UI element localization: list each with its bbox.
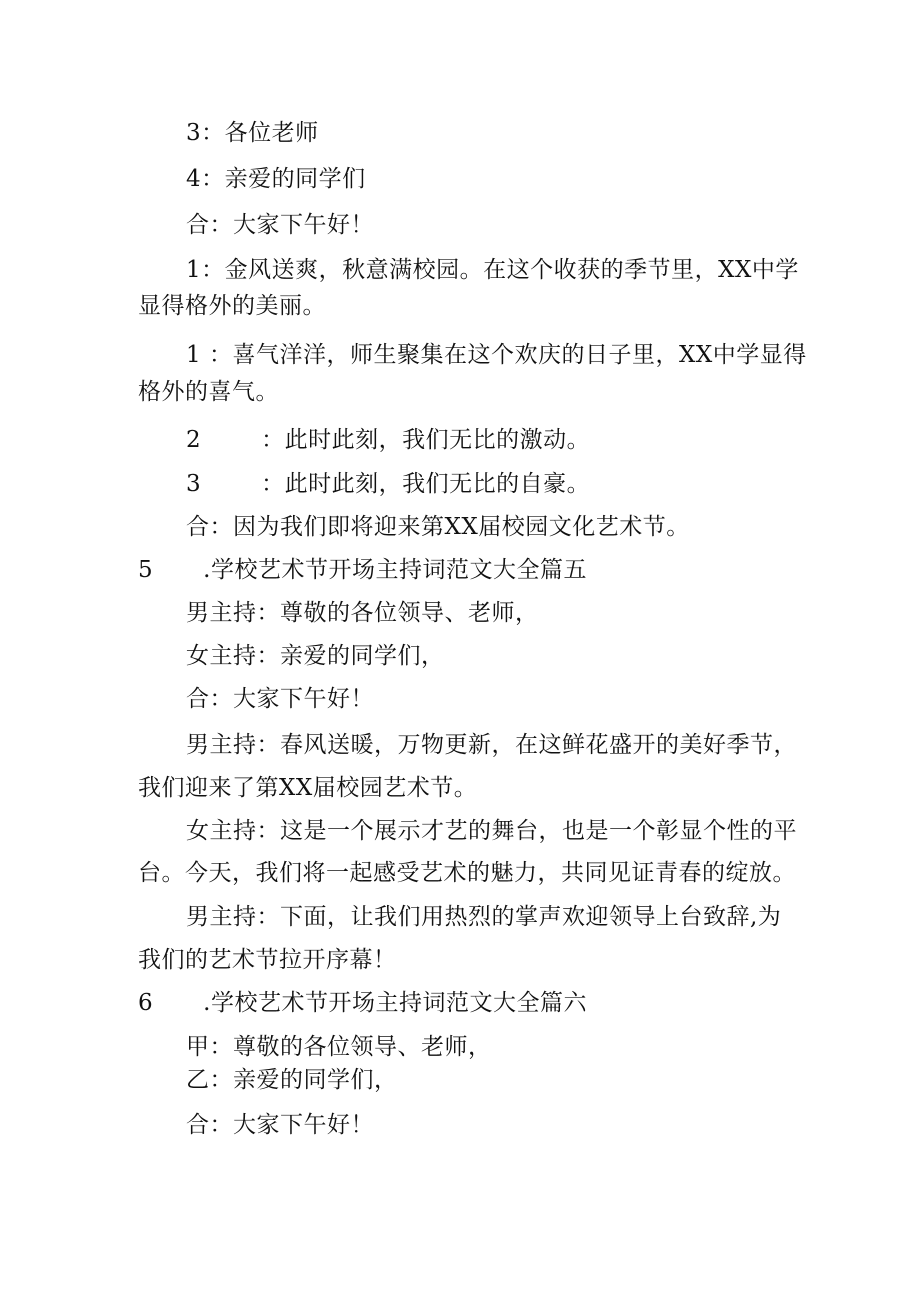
- text-line: 合：因为我们即将迎来第XX届校园文化艺术节。: [186, 514, 690, 540]
- item-number: 2: [186, 427, 202, 453]
- text-line: 合：大家下午好！: [186, 686, 374, 712]
- text-line: 台。今天，我们将一起感受艺术的魅力，共同见证青春的绽放。: [138, 860, 796, 886]
- text-line: [186, 469, 590, 499]
- text-line: 4：亲爱的同学们: [186, 166, 366, 192]
- text-line: 甲：尊敬的各位领导、老师，: [186, 1034, 492, 1060]
- text-line: 男主持：下面，让我们用热烈的掌声欢迎领导上台致辞,为: [186, 904, 782, 930]
- text-line: 我们迎来了第XX届校园艺术节。: [138, 775, 478, 801]
- section-number: 5: [138, 557, 154, 583]
- section-title: .学校艺术节开场主持词范文大全篇六: [203, 990, 587, 1016]
- section-heading: [138, 988, 587, 1018]
- text-line: 1：金风送爽，秋意满校园。在这个收获的季节里，XX中学: [186, 257, 799, 283]
- text-line: 合：大家下午好！: [186, 212, 374, 238]
- text-line: [186, 425, 590, 455]
- text-line: 3：各位老师: [186, 120, 319, 146]
- text-line: 男主持：春风送暖，万物更新，在这鲜花盛开的美好季节，: [186, 732, 797, 758]
- item-text: ：此时此刻，我们无比的自豪。: [261, 471, 591, 497]
- item-number: 3: [186, 471, 202, 497]
- text-line: 男主持：尊敬的各位领导、老师，: [186, 600, 539, 626]
- section-number: 6: [138, 990, 154, 1016]
- text-line: 女主持：亲爱的同学们，: [186, 643, 445, 669]
- text-line: 显得格外的美丽。: [138, 293, 326, 319]
- section-heading: [138, 555, 587, 585]
- text-line: 格外的喜气。: [138, 379, 279, 405]
- text-line: 乙：亲爱的同学们，: [186, 1067, 398, 1093]
- text-line: 1 ：喜气洋洋，师生聚集在这个欢庆的日子里，XX中学显得: [186, 342, 807, 368]
- section-title: .学校艺术节开场主持词范文大全篇五: [203, 557, 587, 583]
- text-line: 我们的艺术节拉开序幕！: [138, 947, 397, 973]
- item-text: ：此时此刻，我们无比的激动。: [261, 427, 591, 453]
- text-line: 合：大家下午好！: [186, 1112, 374, 1138]
- text-line: 女主持：这是一个展示才艺的舞台，也是一个彰显个性的平: [186, 818, 797, 844]
